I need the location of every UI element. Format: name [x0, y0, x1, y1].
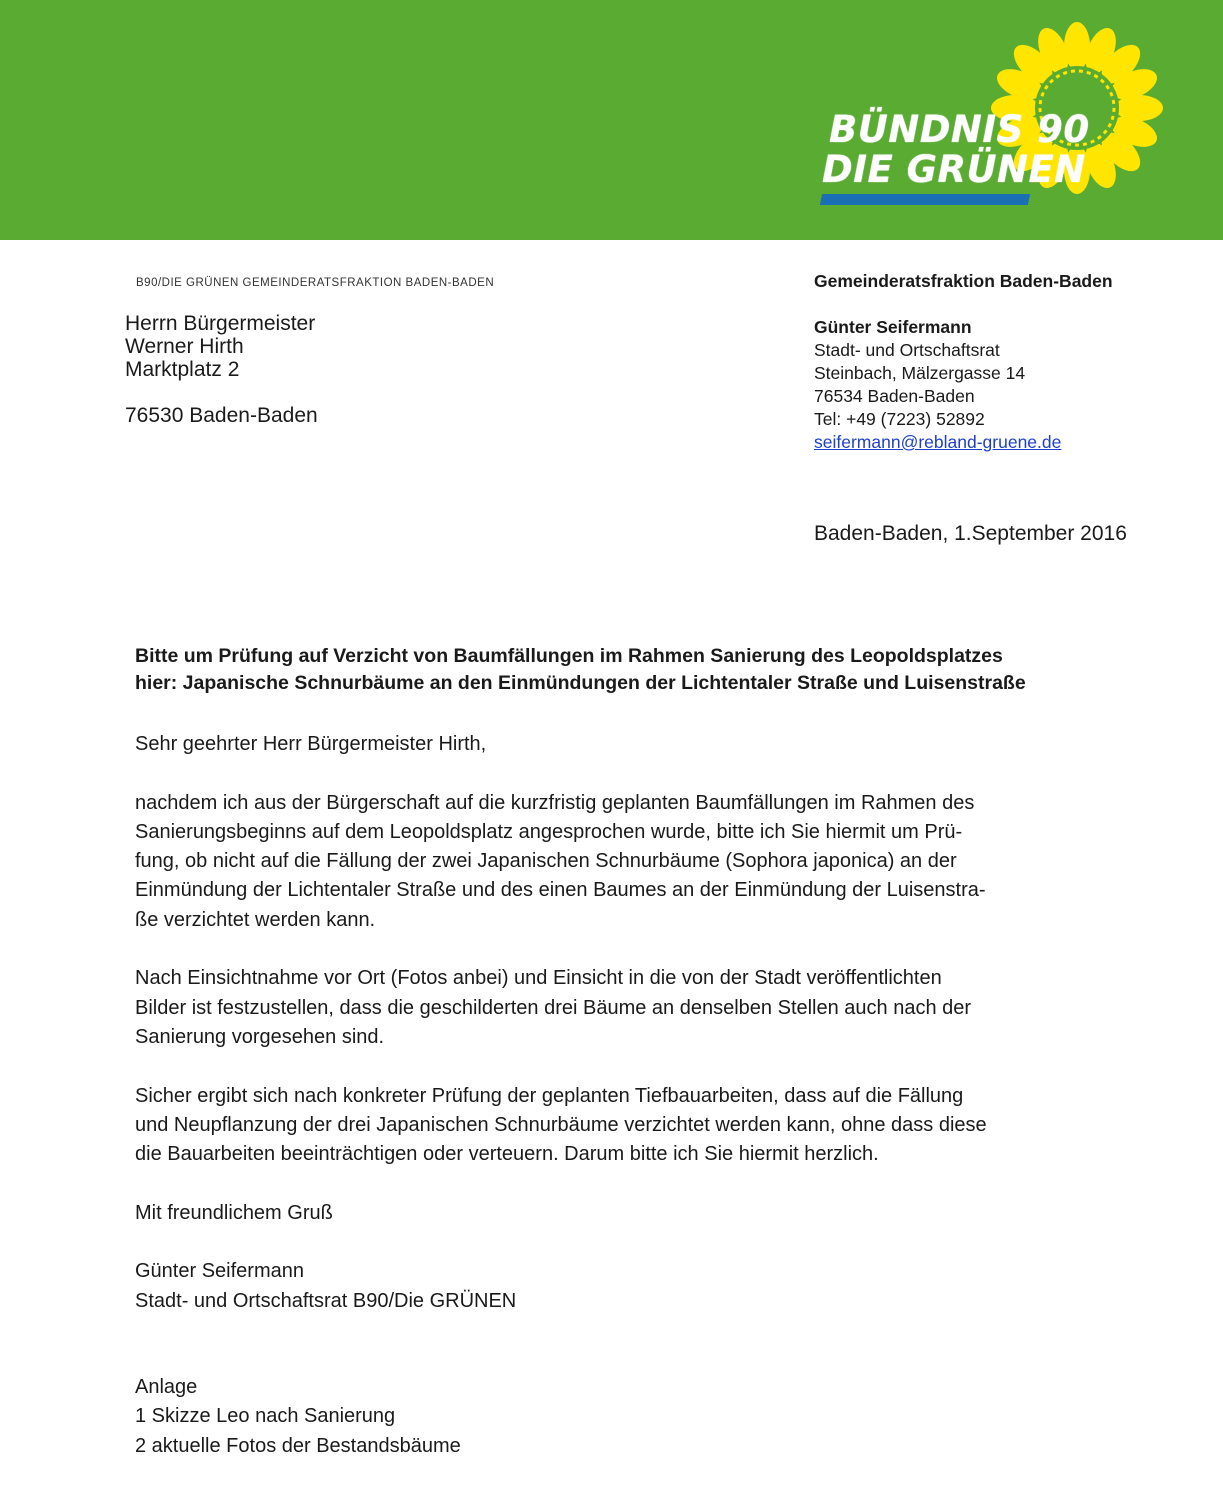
paragraph-2 [135, 964, 1095, 1052]
recipient-address [125, 312, 318, 427]
recipient-line2: Werner Hirth [125, 335, 244, 358]
letter-date: Baden-Baden, 1.September 2016 [814, 522, 1127, 545]
recipient-line3: Marktplatz 2 [125, 358, 240, 381]
recipient-line1: Herrn Bürgermeister [125, 312, 316, 335]
header-banner [0, 0, 1223, 240]
annex-item: 1 Skizze Leo nach Sanierung [135, 1405, 396, 1428]
sender-return-line: B90/DIE GRÜNEN GEMEINDERATSFRAKTION BADEN-BADEN [136, 277, 495, 289]
contact-name: Günter Seifermann [814, 317, 972, 337]
recipient-city: 76530 Baden-Baden [125, 404, 318, 427]
contact-street: Steinbach, Mälzergasse 14 [814, 363, 1026, 383]
contact-role: Stadt- und Ortschaftsrat [814, 340, 1000, 360]
contact-fraktion: Gemeinderatsfraktion Baden-Baden [814, 271, 1113, 291]
logo-text-line2: DIE GRÜNEN [822, 148, 1086, 191]
contact-email-link[interactable]: seifermann@rebland-gruene.de [814, 432, 1062, 452]
letter-body [135, 730, 1095, 1316]
letter-subject [135, 643, 1026, 697]
paragraph-line: und Neupflanzung der drei Japanischen Schnurbäume verzichtet werden kann, ohne dass diese [135, 1113, 987, 1136]
party-logo [815, 20, 1165, 215]
signature-title: Stadt- und Ortschaftsrat B90/Die GRÜNEN [135, 1289, 517, 1312]
signature-block [135, 1257, 1095, 1316]
paragraph-line: fung, ob nicht auf die Fällung der zwei Japanischen Schnurbäume (Sophora japonica) an der [135, 850, 957, 873]
signature-name: Günter Seifermann [135, 1260, 304, 1283]
paragraph-line: Einmündung der Lichtentaler Straße und des einen Baumes an der Einmündung der Luisenstra- [135, 879, 986, 902]
logo-underline-bar [820, 194, 1030, 205]
paragraph-line: Bilder ist festzustellen, dass die geschilderten drei Bäume an denselben Stellen auch nach der [135, 996, 972, 1019]
subject-line2: hier: Japanische Schnurbäume an den Einmündungen der Lichtentaler Straße und Luisenstraße [135, 672, 1026, 694]
annex-item: 2 aktuelle Fotos der Bestandsbäume [135, 1434, 461, 1457]
subject-line1: Bitte um Prüfung auf Verzicht von Baumfällungen im Rahmen Sanierung des Leopoldsplatzes [135, 645, 1003, 667]
sender-contact-block [814, 270, 1113, 454]
paragraph-line: Sicher ergibt sich nach konkreter Prüfung der geplanten Tiefbauarbeiten, dass auf die Fällung [135, 1084, 964, 1107]
annex-block [135, 1373, 461, 1461]
paragraph-line: Nach Einsichtnahme vor Ort (Fotos anbei) und Einsicht in die von der Stadt veröffentlichten [135, 967, 942, 990]
paragraph-line: Sanierung vorgesehen sind. [135, 1025, 385, 1048]
contact-city: 76534 Baden-Baden [814, 386, 975, 406]
paragraph-line: nachdem ich aus der Bürgerschaft auf die kurzfristig geplanten Baumfällungen im Rahmen des [135, 791, 975, 814]
logo-text-line1: BÜNDNIS 90 [829, 108, 1090, 151]
paragraph-3 [135, 1082, 1095, 1170]
paragraph-1 [135, 789, 1095, 935]
paragraph-line: Sanierungsbeginns auf dem Leopoldsplatz angesprochen wurde, bitte ich Sie hiermit um Prü- [135, 820, 963, 843]
salutation: Sehr geehrter Herr Bürgermeister Hirth, [135, 733, 487, 755]
contact-phone: Tel: +49 (7223) 52892 [814, 409, 985, 429]
annex-heading: Anlage [135, 1376, 198, 1398]
closing: Mit freundlichem Gruß [135, 1201, 333, 1224]
paragraph-line: ße verzichtet werden kann. [135, 908, 376, 931]
paragraph-line: die Bauarbeiten beeinträchtigen oder verteuern. Darum bitte ich Sie hiermit herzlich. [135, 1143, 879, 1166]
